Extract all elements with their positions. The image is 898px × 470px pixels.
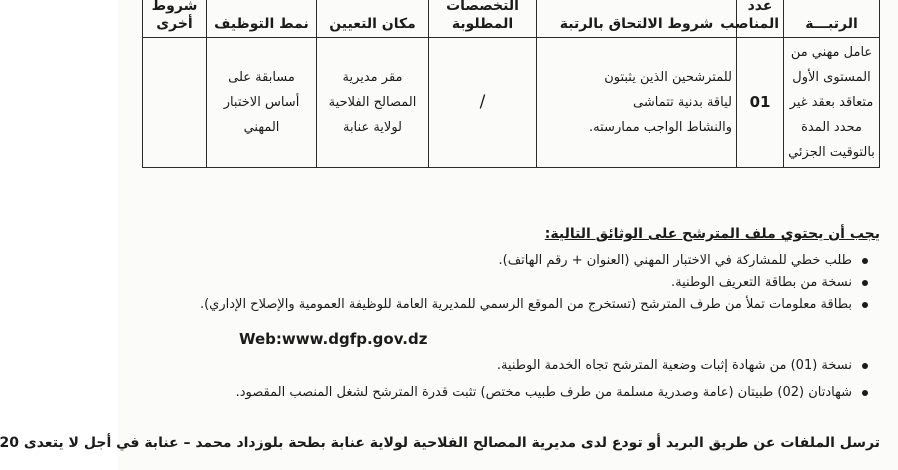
- table-row: [143, 38, 880, 168]
- header-count: عدد المناصب: [737, 0, 784, 38]
- cell-count: 01: [737, 38, 784, 168]
- header-rank: الرتبـــة: [784, 0, 880, 38]
- header-place: مكان التعيين: [317, 0, 429, 38]
- cell-conditions: للمترشحين الذين يثبتون لياقة بدنية تتماشى والنشاط الواجب ممارسته.: [537, 38, 737, 168]
- documents-list-continued: [140, 356, 880, 410]
- bullet-icon: [862, 258, 868, 264]
- header-specializations: التخصصات المطلوبة: [429, 0, 537, 38]
- cell-mode: مسابقة على أساس الاختبار المهني: [207, 38, 317, 168]
- header-mode: نمط التوظيف: [207, 0, 317, 38]
- positions-table: [142, 0, 880, 168]
- list-item: بطاقة معلومات تملأ من طرف المترشح (تستخرج من الموقع الرسمي للمديرية العامة للوظيفة العمومية والإصلاح الإداري).: [140, 295, 880, 314]
- list-item: شهادتان (02) طبيتان (عامة وصدرية مسلمة من طرف طبيب مختص) تثبت قدرة المترشح لشغل المنصب المقصود.: [140, 383, 880, 402]
- cell-other-conditions: [143, 38, 207, 168]
- header-other-conditions: شروط أخرى: [143, 0, 207, 38]
- table-header-row: [143, 0, 880, 38]
- cell-rank: عامل مهني من المستوى الأول متعاقد بعقد غير محدد المدة بالتوقيت الجزئي: [784, 38, 880, 168]
- documents-list: [140, 251, 880, 322]
- bullet-icon: [862, 390, 868, 396]
- documents-title: يجب أن يحتوي ملف المترشح على الوثائق التالية:: [544, 226, 880, 242]
- header-conditions: شروط الالتحاق بالرتبة: [537, 0, 737, 38]
- submission-instructions: ترسل الملفات عن طريق البريد أو تودع لدى مديرية المصالح الفلاحية لولاية عنابة بطحة بلوزداد محمد – عنابة في أجل لا يتعدى 20: [0, 435, 880, 451]
- bullet-icon: [862, 302, 868, 308]
- bullet-icon: [862, 363, 868, 369]
- cell-specializations: /: [429, 38, 537, 168]
- list-item: نسخة من بطاقة التعريف الوطنية.: [140, 273, 880, 292]
- cell-place: مقر مديرية المصالح الفلاحية لولاية عنابة: [317, 38, 429, 168]
- website-link[interactable]: Web:www.dgfp.gov.dz: [239, 330, 428, 348]
- list-item: نسخة (01) من شهادة إثبات وضعية المترشح تجاه الخدمة الوطنية.: [140, 356, 880, 375]
- list-item: طلب خطي للمشاركة في الاختبار المهني (العنوان + رقم الهاتف).: [140, 251, 880, 270]
- bullet-icon: [862, 280, 868, 286]
